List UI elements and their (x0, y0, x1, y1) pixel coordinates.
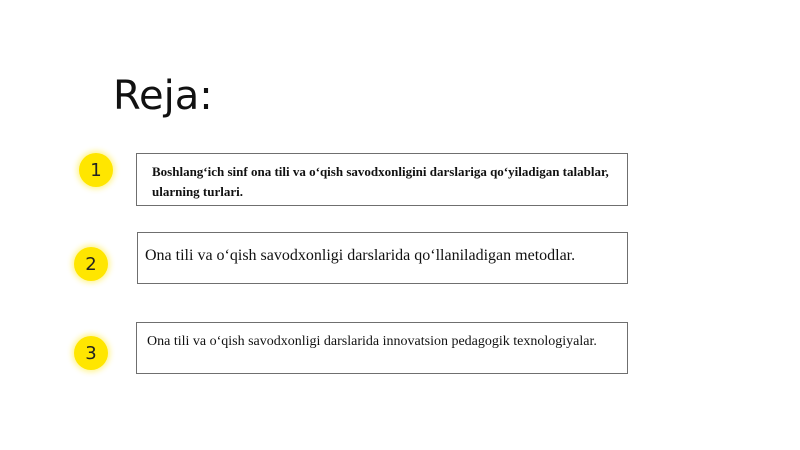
plan-item-3: Ona tili va o‘qish savodxonligi darslarida innovatsion pedagogik texnologiyalar. (136, 322, 628, 374)
slide-title: Reja: (113, 73, 213, 119)
item-number-badge-3: 3 (74, 336, 108, 370)
item-number-badge-2: 2 (74, 247, 108, 281)
plan-item-2: Ona tili va o‘qish savodxonligi darslarida qo‘llaniladigan metodlar. (137, 232, 628, 284)
plan-item-1: Boshlang‘ich sinf ona tili va o‘qish savodxonligini darslariga qo‘yiladigan talablar, ularning turlari. (136, 153, 628, 206)
item-number-badge-1: 1 (79, 153, 113, 187)
